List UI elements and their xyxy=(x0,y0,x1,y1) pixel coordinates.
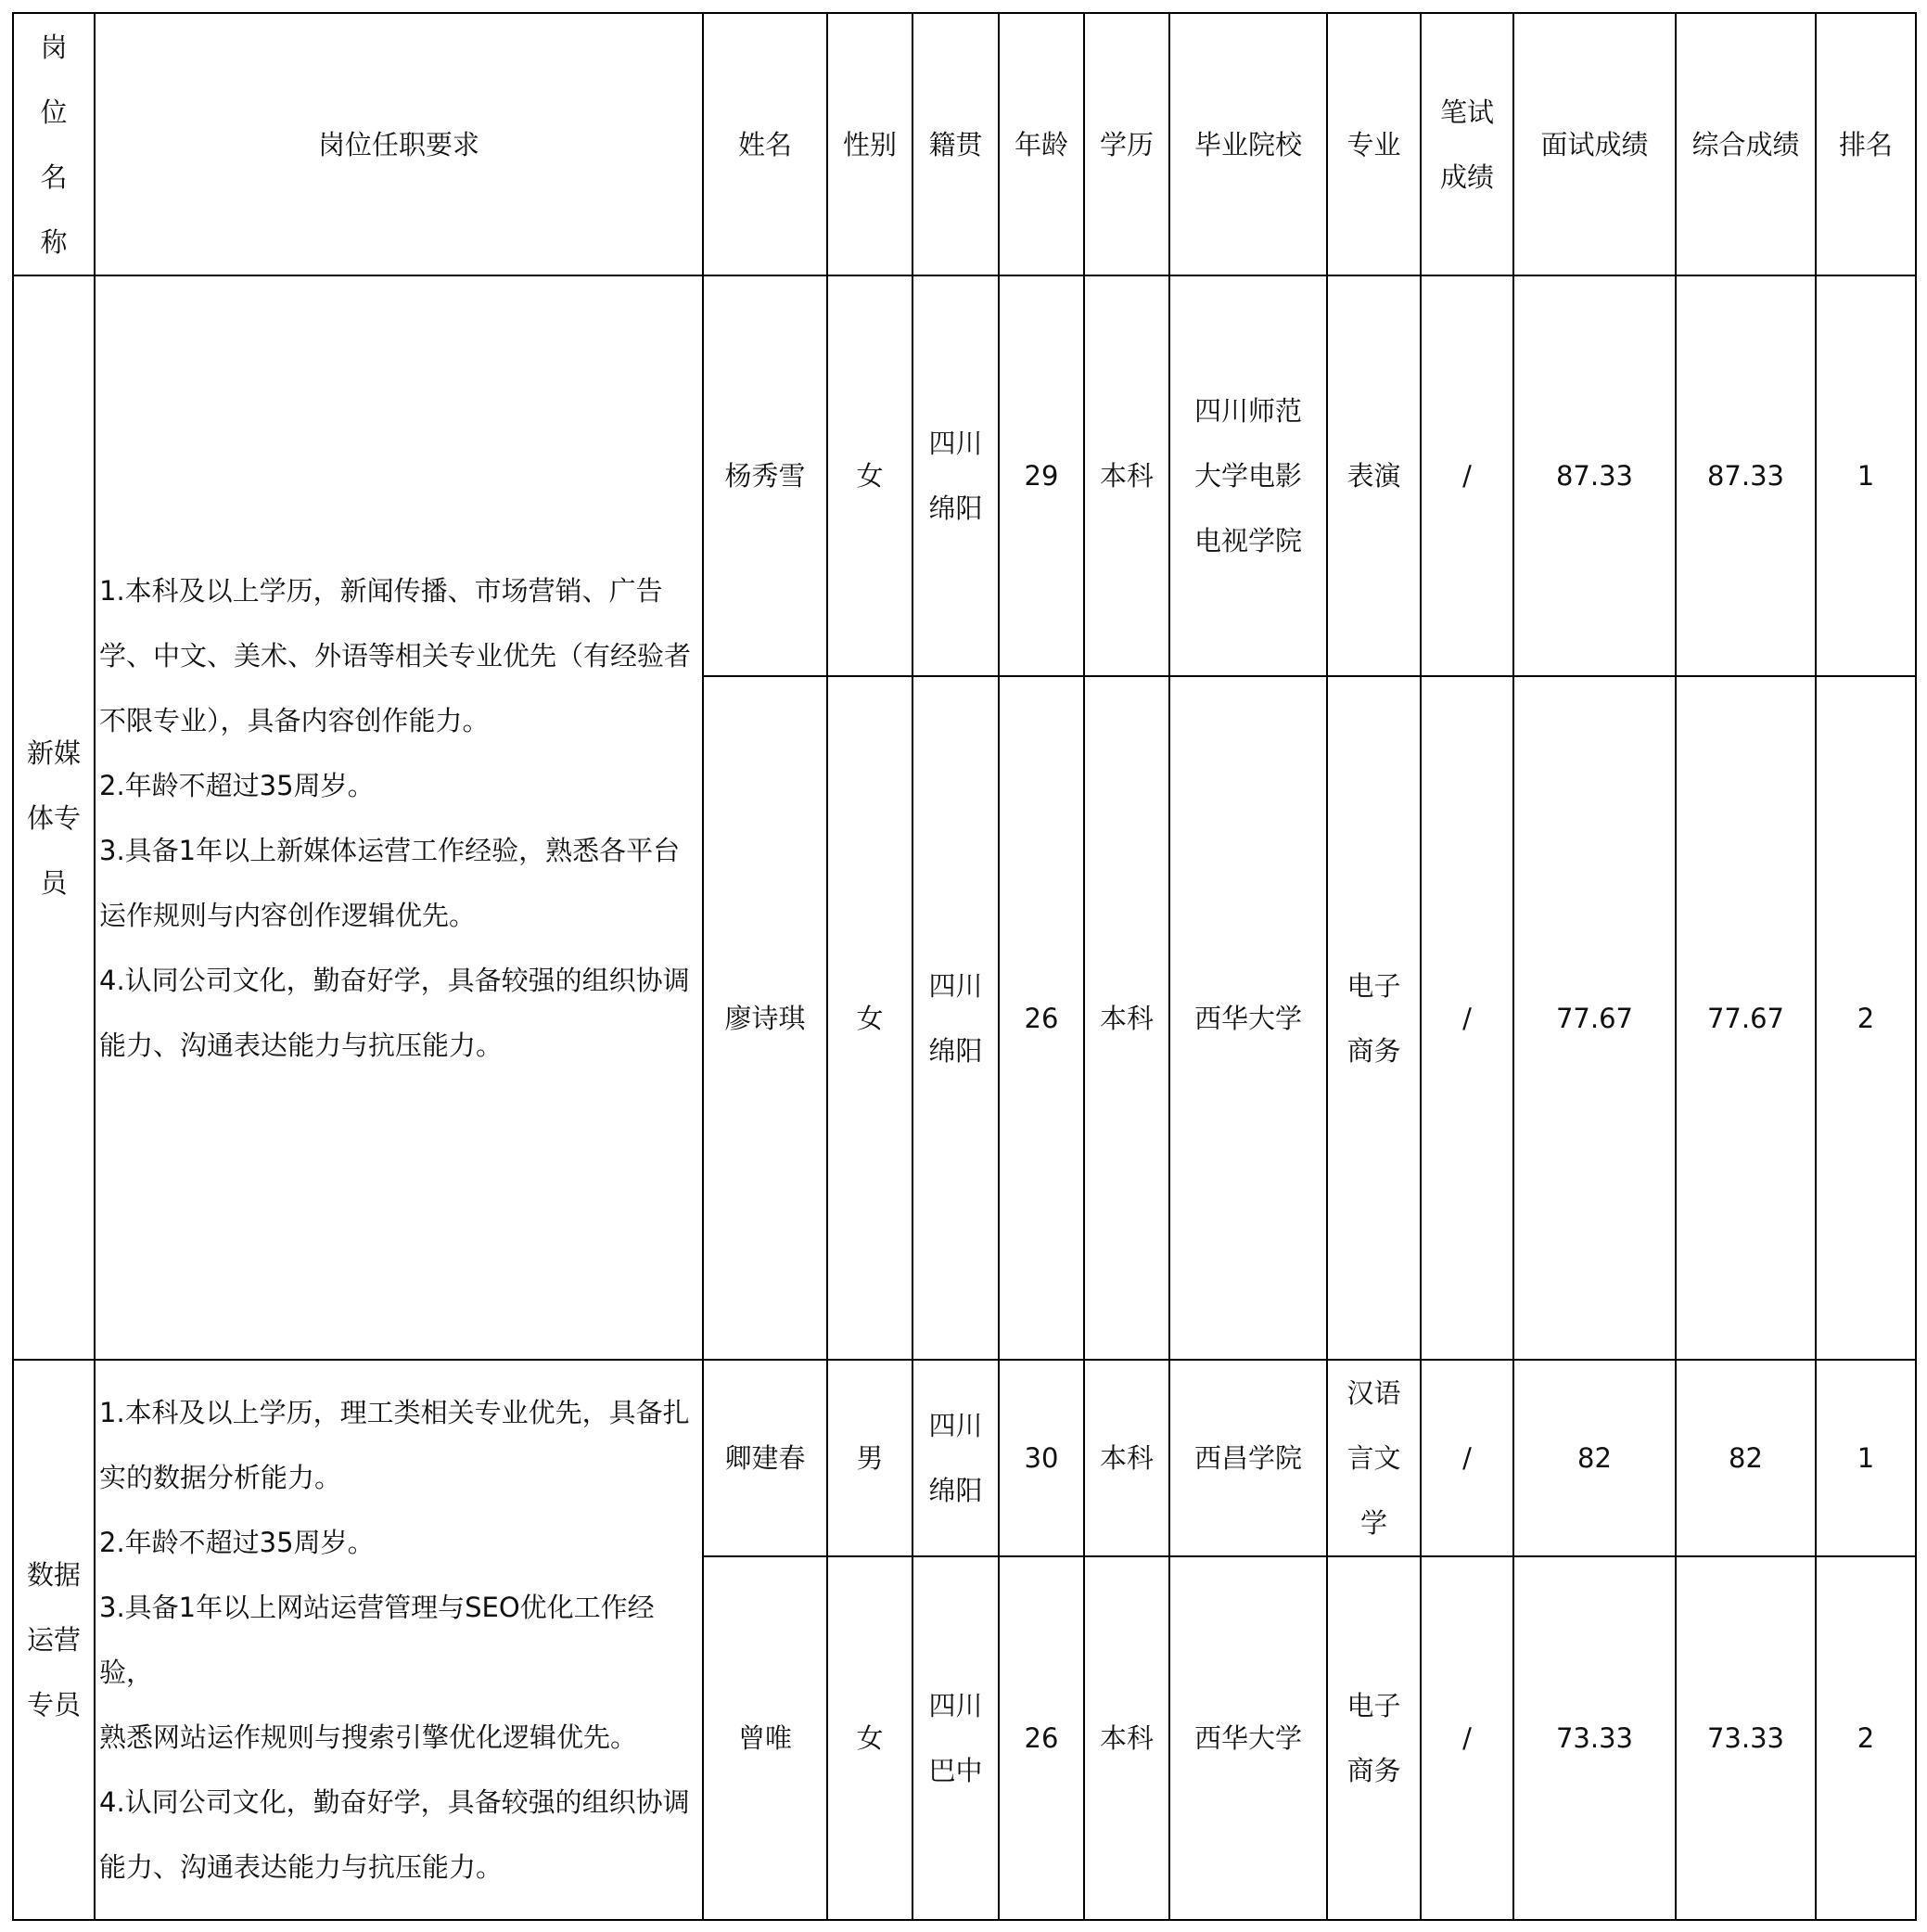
candidate-interview-score: 77.67 xyxy=(1513,676,1676,1360)
header-major: 专业 xyxy=(1327,13,1421,275)
position-requirements: 1.本科及以上学历，新闻传播、市场营销、广告 学、中文、美术、外语等相关专业优先（有经验者 不限专业），具备内容创作能力。 2.年龄不超过35周岁。 3.具备1年以上新媒体运营工作经验，熟悉各平台 运作规则与内容创作逻辑优先。 4.认同公司文化，勤奋好学，具备较强的组织协调 能力、沟通表达能力与抗压能力。 xyxy=(95,275,703,1360)
candidate-written-score: / xyxy=(1421,676,1513,1360)
header-age: 年龄 xyxy=(999,13,1084,275)
table-row xyxy=(13,275,1916,676)
candidate-gender: 女 xyxy=(827,1556,912,1920)
candidate-overall-score: 77.67 xyxy=(1676,676,1816,1360)
candidate-major: 电子 商务 xyxy=(1327,676,1421,1360)
candidate-rank: 1 xyxy=(1816,1360,1916,1556)
candidate-name: 廖诗琪 xyxy=(703,676,827,1360)
header-rank: 排名 xyxy=(1816,13,1916,275)
header-written-score: 笔试 成绩 xyxy=(1421,13,1513,275)
results-table xyxy=(12,12,1917,1921)
candidate-age: 29 xyxy=(999,275,1084,676)
candidate-overall-score: 87.33 xyxy=(1676,275,1816,676)
candidate-rank: 2 xyxy=(1816,676,1916,1360)
header-name: 姓名 xyxy=(703,13,827,275)
candidate-name: 杨秀雪 xyxy=(703,275,827,676)
candidate-education: 本科 xyxy=(1084,1360,1169,1556)
candidate-rank: 1 xyxy=(1816,275,1916,676)
header-origin: 籍贯 xyxy=(912,13,999,275)
candidate-origin: 四川 绵阳 xyxy=(912,676,999,1360)
candidate-age: 30 xyxy=(999,1360,1084,1556)
candidate-name: 曾唯 xyxy=(703,1556,827,1920)
candidate-age: 26 xyxy=(999,676,1084,1360)
table-row xyxy=(13,1360,1916,1556)
header-position: 岗 位 名 称 xyxy=(13,13,95,275)
header-overall-score: 综合成绩 xyxy=(1676,13,1816,275)
candidate-written-score: / xyxy=(1421,1556,1513,1920)
candidate-major: 汉语 言文 学 xyxy=(1327,1360,1421,1556)
candidate-gender: 女 xyxy=(827,275,912,676)
candidate-age: 26 xyxy=(999,1556,1084,1920)
candidate-written-score: / xyxy=(1421,1360,1513,1556)
candidate-major: 表演 xyxy=(1327,275,1421,676)
candidate-origin: 四川 巴中 xyxy=(912,1556,999,1920)
header-row xyxy=(13,13,1916,275)
candidate-gender: 女 xyxy=(827,676,912,1360)
candidate-major: 电子 商务 xyxy=(1327,1556,1421,1920)
candidate-written-score: / xyxy=(1421,275,1513,676)
header-gender: 性别 xyxy=(827,13,912,275)
position-requirements: 1.本科及以上学历，理工类相关专业优先，具备扎 实的数据分析能力。 2.年龄不超过35周岁。 3.具备1年以上网站运营管理与SEO优化工作经验， 熟悉网站运作规则与搜索引擎优化逻辑优先。 4.认同公司文化，勤奋好学，具备较强的组织协调 能力、沟通表达能力与抗压能力。 xyxy=(95,1360,703,1920)
header-school: 毕业院校 xyxy=(1169,13,1327,275)
candidate-interview-score: 87.33 xyxy=(1513,275,1676,676)
candidate-school: 四川师范 大学电影 电视学院 xyxy=(1169,275,1327,676)
candidate-origin: 四川 绵阳 xyxy=(912,1360,999,1556)
candidate-rank: 2 xyxy=(1816,1556,1916,1920)
candidate-education: 本科 xyxy=(1084,275,1169,676)
candidate-gender: 男 xyxy=(827,1360,912,1556)
position-name: 数据 运营 专员 xyxy=(13,1360,95,1920)
candidate-education: 本科 xyxy=(1084,1556,1169,1920)
candidate-overall-score: 82 xyxy=(1676,1360,1816,1556)
candidate-origin: 四川 绵阳 xyxy=(912,275,999,676)
candidate-school: 西华大学 xyxy=(1169,676,1327,1360)
candidate-school: 西昌学院 xyxy=(1169,1360,1327,1556)
candidate-interview-score: 82 xyxy=(1513,1360,1676,1556)
position-name: 新媒 体专 员 xyxy=(13,275,95,1360)
candidate-overall-score: 73.33 xyxy=(1676,1556,1816,1920)
candidate-interview-score: 73.33 xyxy=(1513,1556,1676,1920)
candidate-education: 本科 xyxy=(1084,676,1169,1360)
header-education: 学历 xyxy=(1084,13,1169,275)
candidate-name: 卿建春 xyxy=(703,1360,827,1556)
candidate-school: 西华大学 xyxy=(1169,1556,1327,1920)
header-interview-score: 面试成绩 xyxy=(1513,13,1676,275)
header-requirements: 岗位任职要求 xyxy=(95,13,703,275)
